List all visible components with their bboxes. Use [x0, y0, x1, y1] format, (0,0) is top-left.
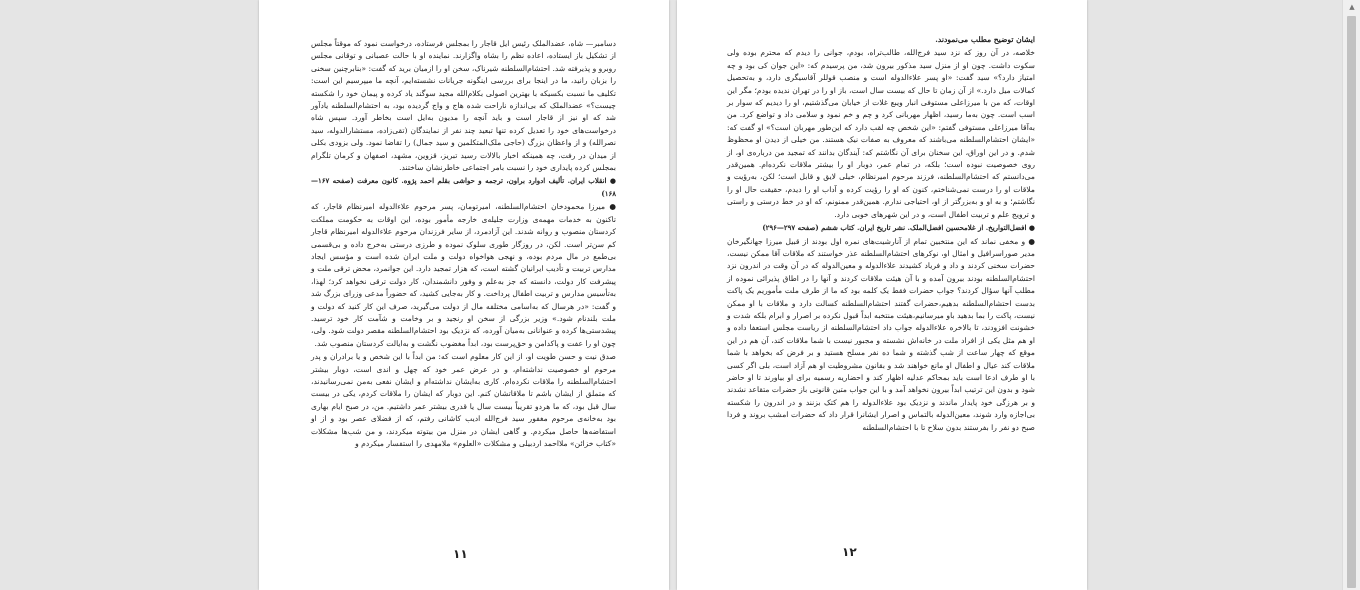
scroll-thumb[interactable] [1347, 16, 1356, 588]
page-body-text [727, 34, 1035, 435]
page-number: ۱۲ [842, 545, 857, 559]
body-paragraph: خلاصه، در آن روز که نزد سید فرج‌الله، طالب‌تراه، بودم، جوانی را دیدم که محترم بوده ولی سکوت داشت. چون او از منزل سید مذکور بیرون شد، من پرسیدم که: «این جوان کی بود و چه امتیاز دارد؟» سید گفت: «او پسر علاءالدوله است و منصب قوللر آقاسیگری دارد، و به‌تحصیل کمالات میل دارد.» از آن زمان تا حال که بیست سال است، باز او را در تهران ندیده بودم؛ مگر این اوقات، که من با میرزاعلی مستوفی انبار ویبع غلات از خیابان می‌گذشتیم، او را دیدیم که سوار بر اسب است. چون به‌ما رسید، اظهار مهربانی کرد و چم و خم نمود و سلامی داد و تواضع کرد. من به‌آقا میرزاعلی مستوفی گفتم: «این شخص چه لقب دارد که این‌طور مهربان است؟» او گفت که: «ایشان احتشام‌السلطنه می‌باشند که معروف به صفات نیک هستند. من خیلی از دیدن او محظوظ شدم. و در این اوراق، این سخنان برای آن نگاشتم که: آیندگان بدانند که تمجید من درباره‌ی او، از روی خصوصیت نبوده است؛ بلکه، در تمام عمر، دوبار او را بیشتر ملاقات نکرده‌ام. همین‌قدر می‌دانستم که احتشام‌السلطنه، فرزند مرحوم امیرنظام، خیلی لایق و قابل است؛ لکن، به‌رؤیت و ملاقات او را درست نمی‌شناختم، کنون که او را رؤیت کرده و آداب او را دیدم، حقیقت حال او را نگاشتم؛ و به او و به‌بزرگتر از او، احتیاجی ندارم. همین‌قدر ممنونم، که او در خط درستی و راستی و ترویج علم و تربیت اطفال است، و در این شهرهای خوبی دارد. [727, 48, 1035, 219]
scroll-up-arrow-icon[interactable]: ▲ [1349, 3, 1355, 11]
body-paragraph: ● و مخفی نماند که این منتخبین تمام از آنارشیت‌های نمره اول بودند از قبیل میرزا جهانگیرخان مدیر صوراسرافیل و امثال او، نوکرهای احتشام‌السلطنه عذر خواستند که ملاقات آقا ممکن نیست، حضرات سخنی کردند و داد و فریاد کشیدند علاءالدوله و معین‌الدوله که در آن وقت در اندرون نزد احتشام‌السلطنه بودند بیرون آمده و با آن هیئت ملاقات کردند و آنها را در اطاق پذیرائی نموده از مطلب آنها سؤال کردند؟ جواب حضرات فقط یک کلمه بود که ما از طرف ملت مأموریم یک پاکت بدست احتشام‌السلطنه بدهیم،حضرات گفتند احتشام‌السلطنه کسالت دارد و ملاقات با او ممکن نیست، پاکت را بما بدهید باو میرسانیم،هیئت منتخبه ابداً قبول نکرده بر اصرار و ابرام بلکه شدت و خشونت افزودند، تا بالاخره علاءالدوله جواب داد احتشام‌السلطنه از ریاست مجلس استعفا داده و او هم مثل یکی از افراد ملت در خانه‌اش نشسته و مجبور نیست با شما ملاقات کند، آن هم در این موقع که چهار ساعت از شب گذشته و شما ده نفر مسلح هستید و بر فرض که بخواهد با شما ملاقات کند عیال و اطفال او مانع خواهند شد و بقانون مشروطیت او هم آزاد است، بلی اگر کسی با او طرف ادعا است باید بمحاکم عدلیه اظهار کند و احضاریه رسمیه برای او بیاورند تا او حاضر شود و بدون این ترتیب ابداً بیرون نخواهد آمد و با این جواب متین قانونی باز حضرات متقاعد نشدند و بر هرزگی خود پایدار ماندند و نزدیک بود علاءالدوله را هم کتک بزنند و در اندرون را شکسته بی‌اجازه وارد شوند، معین‌الدوله بالتماس و اصرار ایشانرا قرار داد که حضرات امشب بروند و فردا صبح دو نفر را بفرستند بدون سلاح تا با احتشام‌السلطنه [727, 236, 1035, 432]
document-page-11 [259, 0, 669, 590]
body-paragraph: دسامبر— شاه، عضدالملک رئیس ایل قاجار را بمجلس فرستاده، درخواست نمود که موقتاً مجلس از تشکیل باز ایستاده، اعاده نظم را بشاه واگزارند. نماینده او با حالت عصبانی و توقانی مجلس روبرو و پذیرفته شد. احتشام‌السلطنه شیرناک، سخن او را ازمیان برید که گفت: «بنابرچنین سخنی را بزبان رانید، ما در اینجا برای بررسی اینگونه جریانات نشسته‌ایم، آنچه ما میپرسیم این است: تکلیف ما نسبت بکسیکه با بهترین اصولی بکلام‌الله مجید سوگند یاد کرده و پیمان خود را شکسته چیست؟» عضدالملک که بی‌اندازه ناراحت شده هاج و واج گردیده بود، به احتشام‌السلطنه یادآور شد که او نیز از قاجار است و باید آنچه را مدیون به‌ایل است بخاطر آورد. سپس شاه درخواست‌های خود را تعدیل کرده تنها تبعید چند نفر از نمایندگان (تقی‌زاده، مستشارالدوله، سید نصرالله) و از واعظان بزرگ (حاجی ملک‌المتکلمین و سید جمال) را تقاضا نمود. ولی بزودی بکلی از میدان در رفت، چه همینکه اخبار بالالات رسید تبریز، قزوین، مشهد، اصفهان و کرمان تلگرام بمجلس کرده پایداری خود را نسبت بامر اجتماعی خاطرنشان ساختند. [311, 39, 616, 173]
page-body-text [311, 38, 616, 451]
document-page-12 [677, 0, 1087, 590]
vertical-scrollbar[interactable] [1342, 0, 1360, 590]
page-number: ۱۱ [453, 547, 468, 561]
body-paragraph: ● میرزا محمودخان احتشام‌السلطنه، امیرتومان، پسر مرحوم علاءالدوله امیرنظام قاجار، که تاکنون به خدمات مهمه‌ی وزارت جلیله‌ی خارجه مأمور بوده، این اوقات به حکومت مملکت کردستان منصوب و روانه شدند. این آزادمرد، از سایر فرزندان مرحوم علاءالدوله امیرنظام قاجار کم سن‌تر است. لکن، در روزگار طوری سلوک نموده و طرزی درستی به‌خرج داده و بی‌قسمی بی‌طمع در مال مردم بوده، و نهجی هواخواه دولت و ملت ایران شده است و مؤسس ایجاد مدارس تربیت و تأدیب ایرانیان گشته است، که هزار تمجید دارد. این جوانمرد، محض ترقی ملت و پیشرفت کار دولت، دانسته که جز به‌علم و وفور دانشمندان، کار دولت ترقی نخواهد کرد؛ لهذا، به‌تأسیس مدارس و تربیت اطفال پرداخت. و کار به‌جایی کشید، که حضوراً مدعی وزرای بزرگ شد و گفت: «در هرسال که به‌اسامی مختلفه مال از دولت می‌گیرید، صرف این کار کنید که دولت و ملت بلندنام شود.» وزیر بزرگی از سخن او رنجید و بر وخامت و شآمت کار خود ترسید. پیشدستی‌ها کرده و عنوانانی به‌میان آورده، که نزدیک بود احتشام‌السلطنه مقصر دولت شود. ولی، چون او را عفت و پاکدامن و حق‌پرست بود، ابداً مغضوب نگشت و به‌ایالت کردستان منصوب شد. [311, 202, 616, 348]
body-paragraph: ایشان توضیح مطلب می‌نمودند. [935, 35, 1035, 44]
citation-paragraph: ● انقلاب ایران. تألیف ادوارد براون، ترجمه و حواشی بقلم احمد پژوه. کانون معرفت (صفحه ۱۶۷—۱۶۸) [311, 176, 616, 198]
citation-paragraph: ● افضل‌التواریخ. از غلامحسین افضل‌الملک. نشر تاریخ ایران. کتاب ششم (صفحه ۲۹۷—۲۹۶) [762, 223, 1035, 233]
body-paragraph: صدق نیت و حسن طویت او، از این کار معلوم است که: من ابداً با این شخص و یا برادران و پدر مرحوم او خصوصیت نداشته‌ام، و در عرض عمر خود که چهل و اندی است، دوبار بیشتر احتشام‌السلطنه را ملاقات نکرده‌ام. کاری به‌ایشان نداشته‌ام و ایشان نفعی به‌من نمی‌رسانیدند، که متملق از ایشان باشم تا ملاقاتشان کنم. این دوبار که ایشان را ملاقات کردم، یکی در بیست سال قبل بود، که ما هردو تقریباً بیست سال یا قدری بیشتر عمر داشتیم. من، در صبح ایام بهاری بود به‌خانه‌ی مرحوم مغفور سید فرج‌الله ادیب کاشانی رفتم، که از فضلای عصر بود و از او استفاضه‌ها حاصل میکردم. و گاهی ایشان در منزل من بیتوته میکردند، و من شب‌ها مشکلات «کتاب خزائن» ملااحمد اردبیلی و مشکلات «العلوم» ملامهدی را استفسار میکردم و [311, 352, 616, 448]
